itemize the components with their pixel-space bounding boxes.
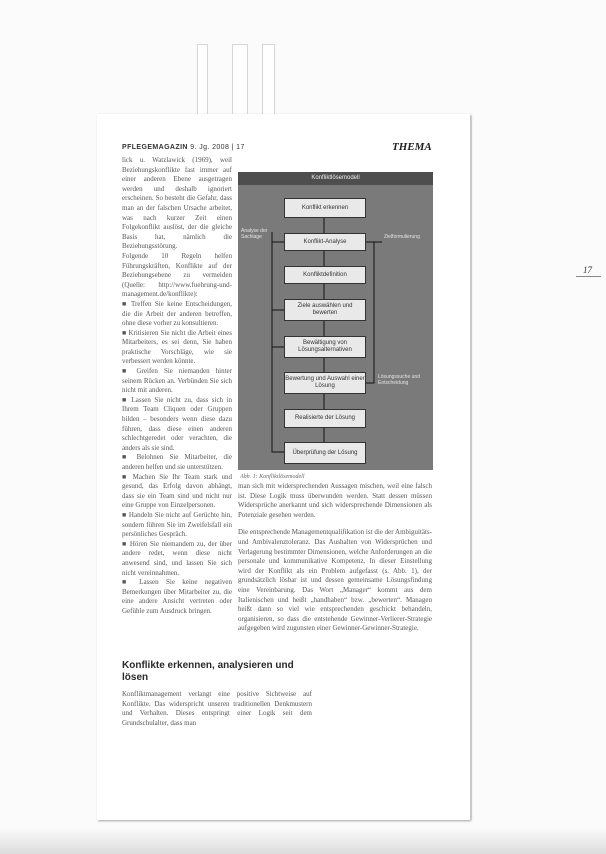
list-item: ■ Lassen Sie nicht zu, dass sich in Ihrem Team Cliquen oder Gruppen bilden – besonders wenn diese dazu führen, dass diese einen anderen schlechtgeredet oder verachten, die anders als sie sind. [122,395,232,452]
page-number: 17 [583,265,592,275]
list-item: ■ Greifen Sie niemanden hinter seinem Rücken an. Verbünden Sie sich nicht mit anderen. [122,367,232,395]
list-item: ■ Lassen Sie keine negativen Bemerkungen über Mitarbeiter zu, die eine andere Ansicht vertreten oder Gefühle zum Ausdruck bringen. [122,578,232,615]
diagram-box: Bewertung und Auswahl einer Lösung [284,372,366,394]
subheading: Konflikte erkennen, analysieren und lösen [122,660,294,683]
diagram-note-right-top: Zielformulierung [384,234,420,240]
section-title: THEMA [392,141,432,153]
list-item: ■ Handeln Sie nicht auf Gerüchte hin, sondern führen Sie im Zweifelsfall ein persönliches Gespräch. [122,510,232,539]
diagram-box: Realisierte der Lösung [284,409,366,428]
list-item: ■ Hören Sie niemandem zu, der über andere redet, wenn diese nicht anwesend sind, und lassen Sie sich nicht vereinnahmen. [122,539,232,577]
diagram-note-right-bottom: Lösungssuche und Entscheidung [378,374,420,386]
list-item: ■ Belohnen Sie Mitarbeiter, die anderen helfen und sie unterstützen. [122,453,232,471]
paragraph: Folgende 10 Regeln helfen Führungskräften, Konflikte auf der Beziehungsebene zu vermeiden (Quelle: http://www.fuehrung-und-management.de/konflikte): [122,251,232,299]
paragraph: man sich mit widersprechenden Aussagen mischen, weil eine falsch ist. Diese Logik muss überwunden werden. Statt dessen müssen Widersprüche anerkannt und sich widersprechende Dimensionen als Potenziale gesehen werden. [238,482,432,519]
diagram-box: Konfliktdefinition [284,266,366,284]
diagram-box: Überprüfung der Lösung [284,442,366,464]
diagram-title: Konfliktlösemodell [238,172,433,185]
list-item: ■ Machen Sie Ihr Team stark und gesund, das Erfolg davon abhängt, dass sie ein Team sind und nicht nur eine Gruppe von Einzelpersonen. [122,472,232,510]
paragraph: Konfliktmanagement verlangt eine positive Sichtweise auf Konflikte. Das widerspricht unseren traditionellen Denkmustern und Verhalten. Dieses entspringt einer Logik seit dem Grundschulalter, dass man [122,690,312,727]
diagram-box: Ziele auswählen und bewerten [284,299,366,321]
issue-label: 9. Jg. 2008 | 17 [190,144,245,151]
paragraph: lick u. Watzlawick (1969), weil Beziehungskonflikte fast immer auf einer anderen Ebene ausgetragen werden und deshalb ignoriert erscheinen. So besteht die Gefahr, dass man an der falschen Ursache arbeitet, was nach kurzer Zeit einen Folgekonflikt auslöst, der die gleiche Basis hat, nämlich die Beziehungsstörung. [122,156,232,251]
diagram-box: Konflikt-Analyse [284,233,366,251]
magazine-name: PFLEGEMAGAZIN [122,144,188,151]
diagram-box: Konflikt erkennen [284,198,366,218]
diagram-note-left: Analyse der Sachlage [241,228,268,240]
figure-caption: Abb. 1: Konfliktlösemodell [240,474,305,480]
paragraph: Die entsprechende Managementqualifikation ist die der Ambiguitäts- und Ambivalenztoleranz. Das Aushalten von Widersprüchen und Verlagerung bestimmter Dimensionen, welche Anforderungen an die personale und kommunikative Kompetenz. In dieser Einstellung wird der Konflikt als ein Problem aufgefasst (s. Abb. 1), der grundsätzlich lösbar ist und dessen gemeinsame Lösungsfindung eine Vereinbarung. Das Wort „Manager“ kommt aus dem Italienischen und heißt „handhaben“ bzw. „bewerten“. Managen heißt dann so viel wie entsprechenden geschickt behandeln, organisieren, so dass die entstehende Gewinner-Verlierer-Strategie aufgegeben wird zugunsten einer Gewinner-Gewinner-Strategie. [238,528,432,633]
diagram-box: Bewältigung von Lösungsalternativen [284,336,366,358]
list-item: ■ Treffen Sie keine Entscheidungen, die die Arbeit der anderen betreffen, ohne diese vorher zu konsultieren. [122,299,232,328]
list-item: ■ Kritisieren Sie nicht die Arbeit eines Mitarbeiters, es sei denn, Sie haben praktische Vorschläge, wie sie verbessert werden könnte. [122,328,232,366]
